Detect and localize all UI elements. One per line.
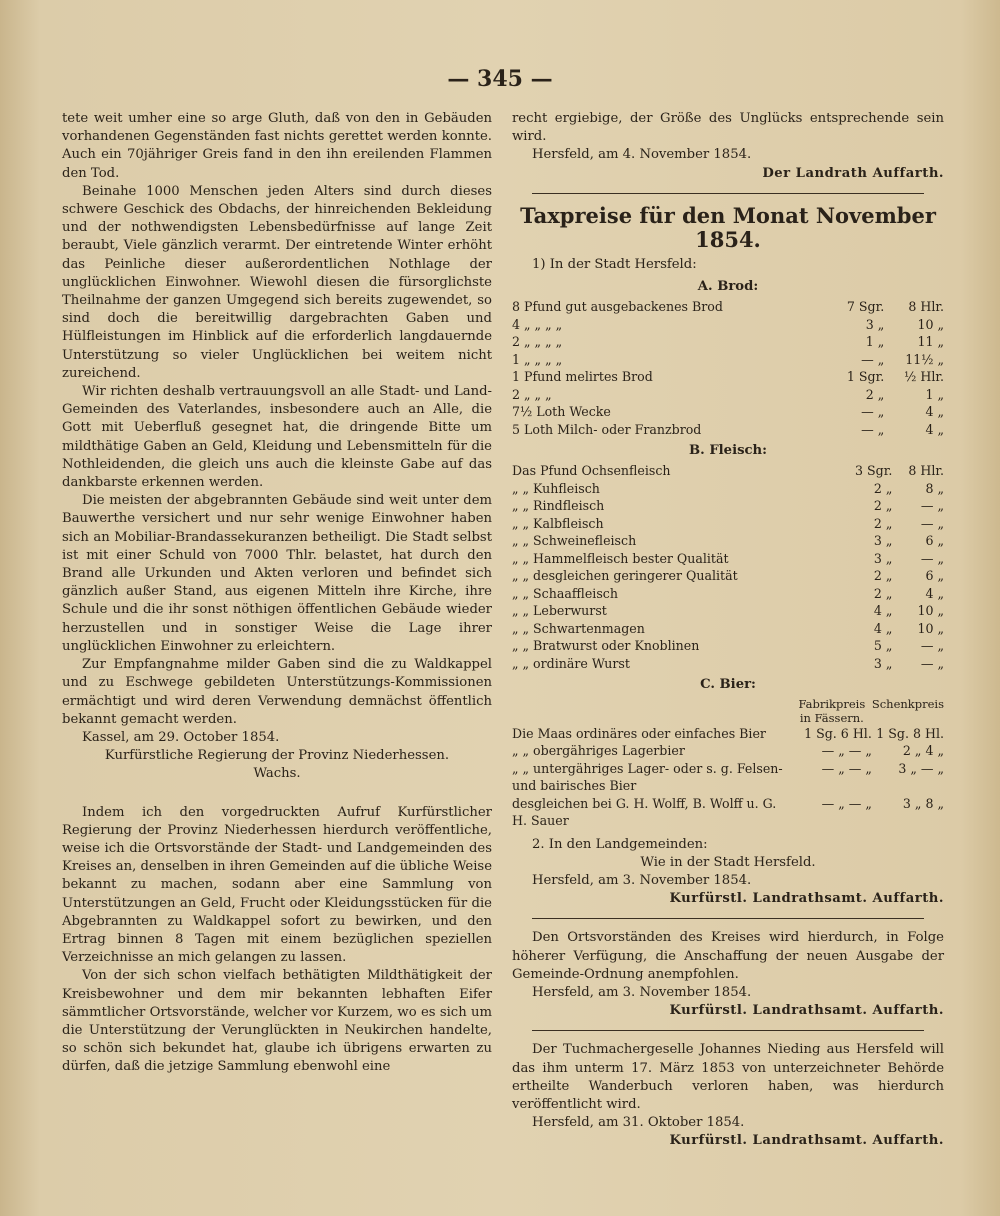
signer: Wachs. bbox=[253, 766, 301, 782]
price-cell: — „ bbox=[920, 515, 944, 531]
price-cell: — „ bbox=[920, 498, 944, 514]
table-row bbox=[512, 567, 944, 585]
paragraph: Die meisten der abgebrannten Gebäude sind weit unter dem Bauwerthe versichert und nur sehr wenige Einwohner haben sich an Mobiliar-Brandassekuranzen betheiligt. Die Stadt selbst ist mit einer Schuld von 7000 Thlr. belastet, hat durch den Brand alle Urkunden und Akten verloren und befindet sich gänzlich außer Stand, aus eigenen Mitteln ihre Kirche, ihre Schule und die ihr sonst nöthigen öffentlichen Gebäude wieder herzustellen und in sonstiger Weise die Lage ihrer unglücklichen Einwohner zu erleichtern. bbox=[62, 493, 492, 654]
table-row bbox=[512, 298, 944, 316]
divider bbox=[532, 1030, 924, 1031]
table-row bbox=[512, 620, 944, 638]
place-date: Hersfeld, am 4. November 1854. bbox=[532, 147, 752, 163]
section-title: 2. In den Landgemeinden: bbox=[532, 836, 708, 852]
place-date: Hersfeld, am 3. November 1854. bbox=[532, 985, 752, 1001]
divider bbox=[532, 193, 924, 194]
price-cell: 8 Hlr. bbox=[908, 299, 944, 315]
signature: Kurfürstl. Landrathsamt. Auffarth. bbox=[669, 891, 944, 907]
price-cell: 6 „ bbox=[925, 568, 944, 584]
place-date: Kassel, am 29. October 1854. bbox=[82, 729, 280, 745]
price-cell: 10 „ bbox=[917, 316, 944, 332]
price-cell: 2 „ bbox=[873, 480, 893, 496]
bier-header-tap: Schenkpreis bbox=[871, 696, 944, 711]
price-cell: 10 „ bbox=[917, 603, 944, 619]
signature: Der Landrath Auffarth. bbox=[762, 165, 944, 181]
price-cell: 3 „ bbox=[873, 550, 893, 566]
price-cell: 4 „ bbox=[925, 585, 944, 601]
price-cell: 3 „ bbox=[865, 316, 885, 332]
paragraph: Wir richten deshalb vertrauungsvoll an alle Stadt- und Land-Gemeinden des Vaterlandes, insbesondere auch an Alle, die Gott mit Ueberfluß gesegnet hat, die dringende Bitte um mildthätige Gaben an Geld, Kleidung und Lebensmitteln für die Nothleidenden, die gleich uns auch die kleinste Gabe auf das dankbarste erkennen werden. bbox=[62, 384, 492, 491]
section-text: Wie in der Stadt Hersfeld. bbox=[640, 854, 816, 870]
table-row bbox=[512, 386, 944, 404]
section-title: 1) In der Stadt Hersfeld: bbox=[532, 256, 697, 272]
item-name: „ „ Rindfleisch bbox=[512, 498, 605, 514]
table-row bbox=[512, 403, 944, 421]
price-cell: 7 Sgr. bbox=[846, 299, 885, 315]
item-name: 2 „ „ „ „ bbox=[512, 334, 563, 350]
table-row bbox=[512, 725, 944, 743]
price-cell: 4 „ bbox=[873, 603, 893, 619]
price-cell: 1 Sg. 8 Hl. bbox=[876, 725, 944, 741]
price-heading: Taxpreise für den Monat November 1854. bbox=[520, 202, 936, 252]
price-cell: 4 „ bbox=[925, 404, 944, 420]
price-cell: 2 „ bbox=[873, 515, 893, 531]
item-name: 4 „ „ „ „ bbox=[512, 316, 563, 332]
price-cell: 5 „ bbox=[873, 638, 893, 654]
divider bbox=[532, 918, 924, 919]
price-cell: — „ bbox=[920, 550, 944, 566]
item-name: 8 Pfund gut ausgebackenes Brod bbox=[512, 299, 723, 315]
table-row bbox=[512, 421, 944, 439]
table-row bbox=[512, 585, 944, 603]
signature: Kurfürstl. Landrathsamt. Auffarth. bbox=[669, 1133, 944, 1149]
price-cell: 6 „ bbox=[925, 533, 944, 549]
item-name: „ „ Kalbfleisch bbox=[512, 515, 604, 531]
table-row bbox=[512, 316, 944, 334]
bier-title: C. Bier: bbox=[700, 677, 756, 693]
paragraph: Indem ich den vorgedruckten Aufruf Kurfürstlicher Regierung der Provinz Niederhessen hierdurch veröffentliche, weise ich die Ortsvorstände der Stadt- und Landgemeinden des Kreises an, denselben in ihren Gemeinden auf die übliche Weise bekannt zu machen, sodann aber eine Sammlung von Unterstützungen an Geld, Frucht oder Kleidungsstücken für die Abgebrannten zu Waldkappel sofort zu bewirken, und den Ertrag binnen 8 Tagen mit einem bezüglichen speziellen Verzeichnisse an mich gelangen zu lassen. bbox=[62, 804, 493, 966]
price-cell: 3 „ 8 „ bbox=[902, 795, 944, 811]
item-name: „ „ Schwartenmagen bbox=[512, 620, 645, 636]
paragraph: Beinahe 1000 Menschen jeden Alters sind durch dieses schwere Geschick des Obdachs, der hinreichenden Bekleidung und der nothwendigsten Lebensbedürfnisse auf lange Zeit beraubt, Viele gänzlich verarmt. Der eintretende Winter erhöht das Peinliche dieser außerordentlichen Nothlage der unglücklichen Einwohner. Wiewohl diesen die fürsorglichste Theilnahme der ganzen Umgegend sich bereits zugewendet, so sind doch die bereitwillig dargebrachten Gaben und Hülfleistungen im Hinblick auf die erforderlich langdauernde Unterstützung so vieler Unglücklichen bei weitem nicht zureichend. bbox=[62, 183, 492, 381]
item-name: „ „ obergähriges Lagerbier bbox=[512, 743, 685, 759]
continuation: recht ergiebige, der Größe des Unglücks entsprechende sein wird. bbox=[512, 111, 944, 145]
authority: Kurfürstliche Regierung der Provinz Niederhessen. bbox=[104, 748, 450, 764]
item-name: „ „ Schweinefleisch bbox=[512, 533, 637, 549]
item-name: „ „ Schaaffleisch bbox=[512, 585, 618, 601]
price-cell: 3 „ — „ bbox=[898, 760, 944, 776]
fleisch-table bbox=[512, 462, 944, 672]
table-row bbox=[512, 532, 944, 550]
place-date: Hersfeld, am 3. November 1854. bbox=[532, 873, 752, 889]
item-name: desgleichen bei G. H. Wolff, B. Wolff u. G. H. Sauer bbox=[512, 795, 777, 829]
table-row bbox=[512, 760, 944, 795]
price-cell: 3 Sgr. bbox=[855, 463, 893, 479]
price-cell: — „ — „ bbox=[821, 743, 872, 759]
notice: Der Tuchmachergeselle Johannes Nieding aus Hersfeld will das ihm unterm 17. März 1853 von unterzeichneter Behörde ertheilte Wanderbuch verloren haben, was hierdurch veröffentlicht wird. bbox=[512, 1042, 944, 1113]
table-row bbox=[512, 368, 944, 386]
table-row bbox=[512, 351, 944, 369]
place-date: Hersfeld, am 31. Oktober 1854. bbox=[532, 1115, 745, 1131]
price-cell: 2 „ bbox=[865, 386, 885, 402]
bier-header-factory: Fabrikpreis in Fässern. bbox=[798, 696, 866, 725]
table-row bbox=[512, 550, 944, 568]
price-cell: — „ bbox=[861, 421, 885, 437]
item-name: „ „ Hammelfleisch bester Qualität bbox=[512, 550, 729, 566]
item-name: „ „ Leberwurst bbox=[512, 603, 607, 619]
item-name: 1 „ „ „ „ bbox=[512, 351, 563, 367]
price-cell: 1 Sgr. bbox=[846, 369, 885, 385]
price-cell: — „ — „ bbox=[821, 760, 872, 776]
price-cell: 8 Hlr. bbox=[908, 463, 944, 479]
table-row bbox=[512, 515, 944, 533]
price-cell: 2 „ 4 „ bbox=[902, 743, 944, 759]
paragraph: Von der sich schon vielfach bethätigten Mildthätigkeit der Kreisbewohner und dem mir bekannten lebhaften Eifer sämmtlicher Ortsvorstände, welcher vor Kurzem, wo es sich um die Unterstützung der Verunglückten in Neukirchen handelte, so schön sich bekundet hat, glaube ich übrigens erwarten zu dürfen, daß die jetzige Sammlung ebenwohl eine bbox=[62, 968, 492, 1075]
table-row bbox=[512, 497, 944, 515]
price-cell: 8 „ bbox=[925, 480, 944, 496]
price-cell: — „ bbox=[920, 655, 944, 671]
brod-table bbox=[512, 298, 944, 438]
table-row bbox=[512, 462, 944, 480]
price-cell: — „ bbox=[861, 404, 885, 420]
paragraph: Zur Empfangnahme milder Gaben sind die zu Waldkappel und zu Eschwege gebildeten Unterstützungs-Kommissionen ermächtigt und wird deren Verwendung demnächst öffentlich bekannt gemacht werden. bbox=[62, 657, 492, 727]
price-cell: ½ Hlr. bbox=[904, 369, 944, 385]
price-cell: 2 „ bbox=[873, 585, 893, 601]
price-cell: 1 „ bbox=[925, 386, 944, 402]
price-cell: 1 „ bbox=[865, 334, 885, 350]
right-column bbox=[512, 110, 944, 1151]
price-cell: 1 Sg. 6 Hl. bbox=[804, 725, 872, 741]
price-cell: — „ — „ bbox=[821, 795, 872, 811]
price-cell: 2 „ bbox=[873, 498, 893, 514]
price-cell: 11 „ bbox=[917, 334, 944, 350]
table-row bbox=[512, 333, 944, 351]
price-cell: 4 „ bbox=[873, 620, 893, 636]
table-row bbox=[512, 795, 944, 830]
item-name: „ „ Kuhfleisch bbox=[512, 480, 600, 496]
table-row bbox=[512, 742, 944, 760]
page-number: — 345 — bbox=[447, 66, 553, 92]
item-name: „ „ desgleichen geringerer Qualität bbox=[512, 568, 738, 584]
fleisch-title: B. Fleisch: bbox=[688, 443, 767, 459]
bier-table bbox=[512, 697, 944, 830]
item-name: Die Maas ordinäres oder einfaches Bier bbox=[512, 725, 766, 741]
left-column bbox=[62, 110, 492, 1077]
table-row bbox=[512, 602, 944, 620]
paragraph: tete weit umher eine so arge Gluth, daß von den in Gebäuden vorhandenen Gegenständen fast nichts gerettet werden konnte. Auch ein 70jähriger Greis fand in den ihn ereilenden Flammen den Tod. bbox=[62, 111, 492, 181]
item-name: 2 „ „ „ bbox=[512, 386, 552, 402]
item-name: „ „ ordinäre Wurst bbox=[512, 655, 630, 671]
item-name: „ „ Bratwurst oder Knoblinen bbox=[512, 638, 700, 654]
item-name: „ „ untergähriges Lager- oder s. g. Felsen- und bairisches Bier bbox=[512, 760, 783, 794]
notice: Den Ortsvorständen des Kreises wird hierdurch, in Folge höherer Verfügung, die Anschaffung der neuen Ausgabe der Gemeinde-Ordnung anempfohlen. bbox=[512, 930, 944, 982]
price-cell: 3 „ bbox=[873, 655, 893, 671]
brod-title: A. Brod: bbox=[697, 279, 759, 295]
table-row bbox=[512, 655, 944, 673]
table-row bbox=[512, 480, 944, 498]
item-name: Das Pfund Ochsenfleisch bbox=[512, 463, 671, 479]
item-name: 5 Loth Milch- oder Franzbrod bbox=[512, 421, 702, 437]
item-name: 7½ Loth Wecke bbox=[512, 404, 611, 420]
price-cell: — „ bbox=[920, 638, 944, 654]
signature: Kurfürstl. Landrathsamt. Auffarth. bbox=[669, 1003, 944, 1019]
table-row bbox=[512, 637, 944, 655]
price-cell: 11½ „ bbox=[905, 351, 944, 367]
price-cell: 10 „ bbox=[917, 620, 944, 636]
price-cell: 2 „ bbox=[873, 568, 893, 584]
price-cell: — „ bbox=[861, 351, 885, 367]
price-cell: 4 „ bbox=[925, 421, 944, 437]
item-name: 1 Pfund melirtes Brod bbox=[512, 369, 653, 385]
price-cell: 3 „ bbox=[873, 533, 893, 549]
